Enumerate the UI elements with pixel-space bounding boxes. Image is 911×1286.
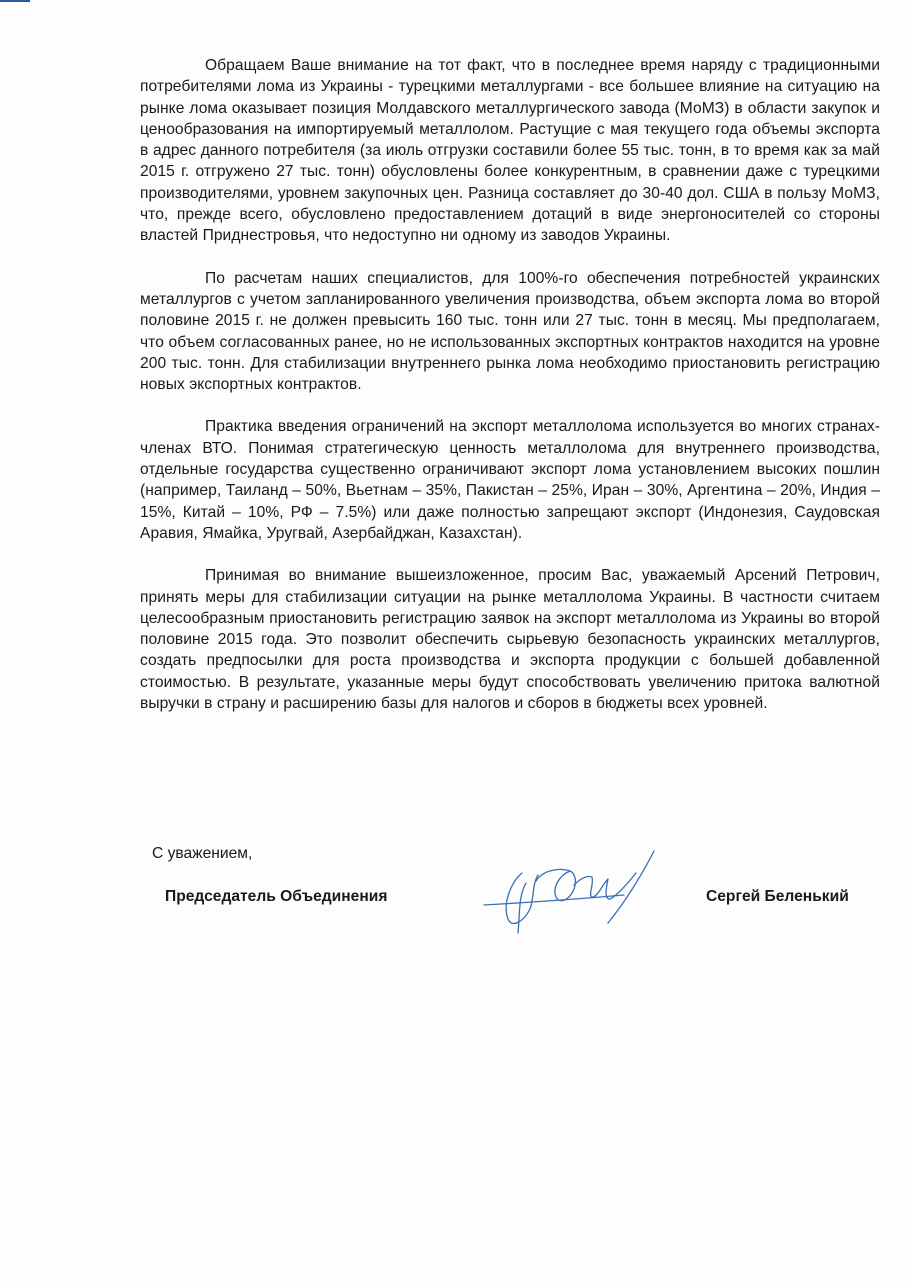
paragraph-3: Практика введения ограничений на экспорт металлолома используется во многих странах-членах ВТО. Понимая стратегическую ценность металлолома для внутреннего производства, отдельные государства существенно ограничивают экспорт лома установлением высоких пошлин (например, Таиланд – 50%, Вьетнам – 35%, Пакистан – 25%, Иран – 30%, Аргентина – 20%, Индия – 15%, Китай – 10%, РФ – 7.5%) или даже полностью запрещают экспорт (Индонезия, Саудовская Аравия, Ямайка, Уругвай, Азербайджан, Казахстан). — [140, 418, 880, 542]
closing-phrase: С уважением, — [152, 845, 253, 862]
letter-body — [140, 55, 880, 735]
scan-edge-mark — [0, 0, 30, 2]
handwritten-signature — [478, 845, 668, 940]
paragraph-4: Принимая во внимание вышеизложенное, просим Вас, уважаемый Арсений Петрович, принять меры для стабилизации ситуации на рынке металлолома Украины. В частности считаем целесообразным приостановить регистрацию заявок на экспорт металлолома из Украины во второй половине 2015 года. Это позволит обеспечить сырьевую безопасность украинских металлургов, создать предпосылки для роста производства и экспорта продукции с большей добавленной стоимостью. В результате, указанные меры будут способствовать увеличению притока валютной выручки в страну и расширению базы для налогов и сборов в бюджеты всех уровней. — [140, 567, 880, 713]
paragraph-2: По расчетам наших специалистов, для 100%-го обеспечения потребностей украинских металлургов с учетом запланированного увеличения производства, объем экспорта лома во второй половине 2015 г. не должен превысить 160 тыс. тонн или 27 тыс. тонн в месяц. Мы предполагаем, что объем согласованных ранее, но не использованных экспортных контрактов находится на уровне 200 тыс. тонн. Для стабилизации внутреннего рынка лома необходимо приостановить регистрацию новых экспортных контрактов. — [140, 269, 880, 394]
signer-position: Председатель Объединения — [165, 888, 388, 905]
paragraph-1: Обращаем Ваше внимание на тот факт, что в последнее время наряду с традиционными потребителями лома из Украины - турецкими металлургами - все большее влияние на ситуацию на рынке лома оказывает позиция Молдавского металлургического завода (МоМЗ) в области закупок и ценообразования на импортируемый металлолом. Растущие с мая текущего года объемы экспорта в адрес данного потребителя (за июль отгрузки составили более 55 тыс. тонн, в то время как за май 2015 г. отгружено 27 тыс. тонн) обусловлены более конкурентным, в сравнении даже с турецкими производителями, уровнем закупочных цен. Разница составляет до 30-40 дол. США в пользу МоМЗ, что, прежде всего, обусловлено предоставлением дотаций в виде энергоносителей со стороны властей Приднестровья, что недоступно ни одному из заводов Украины. — [140, 57, 880, 245]
signer-name: Сергей Беленький — [706, 888, 849, 905]
